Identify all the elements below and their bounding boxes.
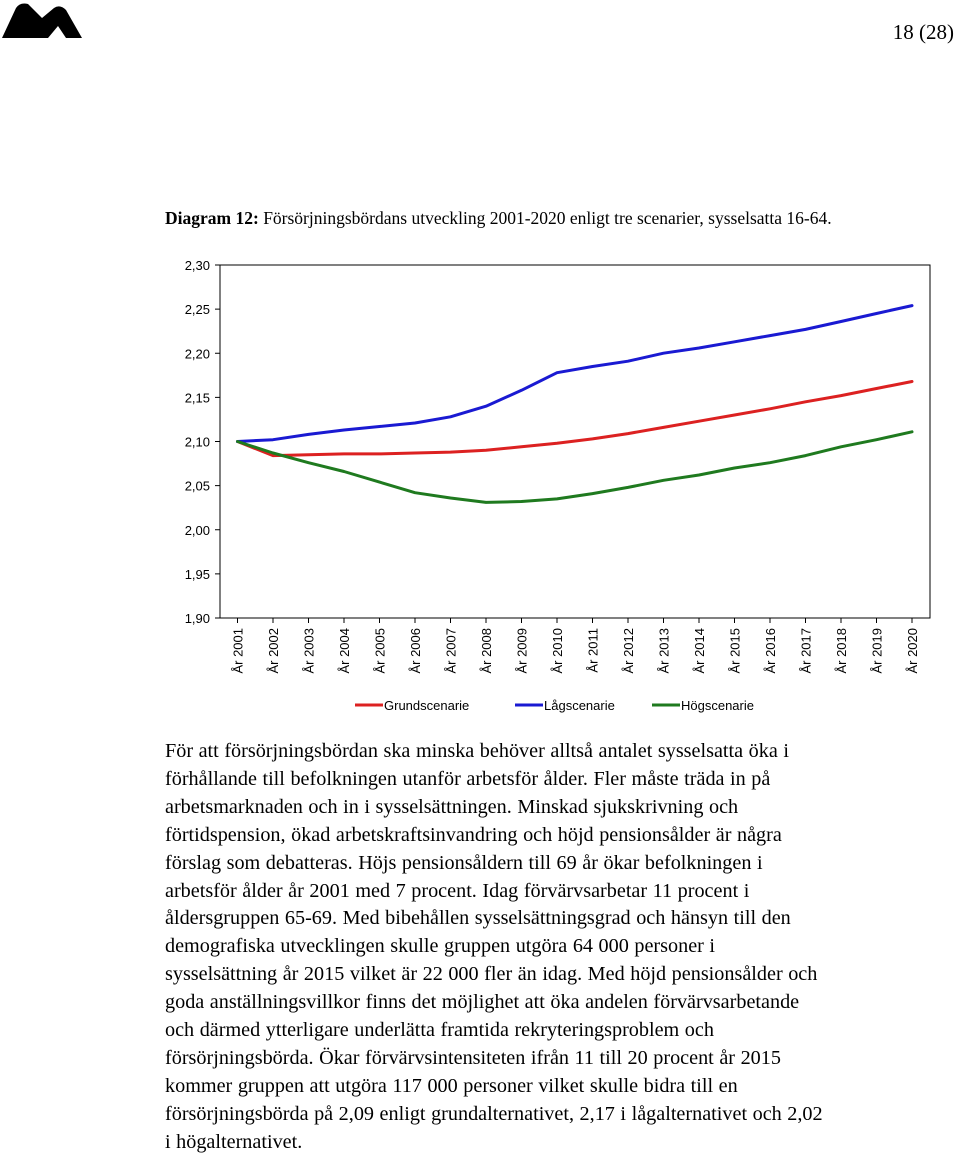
x-tick-label: År 2001 [230, 628, 246, 674]
data-point [662, 426, 664, 428]
data-point [733, 414, 735, 416]
data-point [627, 432, 629, 434]
y-tick-label: 2,20 [184, 346, 210, 362]
data-point [378, 425, 380, 427]
data-point [378, 481, 380, 483]
x-axis [231, 618, 921, 674]
data-point [414, 491, 416, 493]
data-point [414, 452, 416, 454]
x-tick-label: År 2016 [763, 628, 778, 674]
y-tick-label: 2,25 [184, 302, 210, 318]
data-point [698, 347, 700, 349]
data-point [591, 438, 593, 440]
series-line-1 [238, 382, 913, 456]
y-tick-label: 2,10 [184, 434, 210, 450]
x-tick-label: År 2013 [656, 628, 672, 674]
page-number: 18 (28) [892, 20, 954, 44]
data-point [769, 408, 771, 410]
data-point [307, 433, 309, 435]
data-point [378, 453, 380, 455]
body-text-line: förslag som debatteras. Höjs pensionsåldern till 69 år ökar befolkningen i [165, 851, 763, 874]
x-tick-label: År 2014 [692, 628, 707, 674]
y-tick-label: 2,15 [184, 390, 210, 406]
y-tick-label: 1,95 [184, 566, 210, 582]
data-point [627, 486, 629, 488]
data-point [733, 467, 735, 469]
data-point [662, 479, 664, 481]
body-text-line: arbetsför ålder år 2001 med 7 procent. Idag förvärvsarbetar 11 procent i [165, 879, 750, 902]
data-point [911, 431, 913, 433]
data-point [591, 492, 593, 494]
data-point [556, 442, 558, 444]
data-point [662, 352, 664, 354]
data-point [911, 380, 913, 382]
body-text-line: i högalternativet. [165, 1130, 303, 1153]
x-tick-label: År 2017 [798, 628, 814, 674]
body-text-line: arbetsmarknaden och in i sysselsättningen. Minskad sjukskrivning och [165, 795, 739, 818]
data-point [307, 454, 309, 456]
y-tick-label: 1,90 [184, 611, 210, 626]
data-point [591, 365, 593, 367]
x-tick-label: År 2006 [408, 628, 423, 674]
body-text-line: försörjningsbörda på 2,09 enligt grundalternativet, 2,17 i lågalternativet och 2,02 [165, 1102, 823, 1125]
body-text-line: förtidspension, ökad arbetskraftsinvandring och höjd pensionsålder är några [165, 823, 782, 846]
line-chart [0, 250, 960, 730]
chart-caption [165, 208, 832, 229]
x-tick-label: År 2009 [514, 628, 530, 674]
data-point [343, 470, 345, 472]
data-point [840, 394, 842, 396]
data-point [769, 461, 771, 463]
body-text-line: demografiska utvecklingen skulle gruppen utgöra 64 000 personer i [165, 935, 716, 958]
data-point [485, 501, 487, 503]
data-point [840, 446, 842, 448]
body-text-line: och därmed ytterligare underlätta framtida rekryteringsproblem och [165, 1019, 714, 1042]
body-text [165, 738, 945, 1157]
x-tick-label: År 2008 [479, 628, 494, 674]
data-point [875, 312, 877, 314]
data-point [733, 341, 735, 343]
x-tick-label: År 2007 [443, 628, 459, 674]
data-point [449, 451, 451, 453]
data-point [911, 304, 913, 306]
body-text-line: För att försörjningsbördan ska minska behöver alltså antalet sysselsatta öka i [165, 740, 789, 762]
data-point [485, 405, 487, 407]
x-tick-label: År 2018 [834, 628, 849, 674]
data-point [343, 453, 345, 455]
logo-icon [2, 2, 82, 38]
data-point [804, 454, 806, 456]
data-point [698, 420, 700, 422]
series-lines [236, 304, 913, 503]
data-point [449, 416, 451, 418]
x-tick-label: År 2004 [337, 628, 352, 674]
y-tick-label: 2,00 [184, 522, 210, 538]
data-point [556, 498, 558, 500]
data-point [485, 449, 487, 451]
x-tick-label: År 2003 [301, 628, 317, 674]
legend-label: Högscenarie [681, 698, 754, 713]
body-text-line: goda anställningsvillkor finns det möjlighet att öka andelen förvärvsarbetande [165, 991, 800, 1014]
legend-label: Lågscenarie [544, 698, 615, 713]
data-point [556, 371, 558, 373]
x-tick-label: År 2005 [372, 628, 388, 674]
data-point [769, 334, 771, 336]
y-tick-label: 2,05 [184, 478, 210, 494]
data-point [840, 320, 842, 322]
legend [355, 698, 754, 713]
data-point [272, 439, 274, 441]
x-tick-label: År 2019 [869, 628, 885, 674]
data-point [520, 446, 522, 448]
data-point [804, 401, 806, 403]
caption-text: Försörjningsbördans utveckling 2001-2020 enligt tre scenarier, sysselsatta 16-64. [258, 208, 832, 228]
data-point [875, 439, 877, 441]
body-text-line: åldersgruppen 65-69. Med bibehållen sysselsättningsgrad och hänsyn till den [165, 907, 791, 930]
data-point [520, 500, 522, 502]
body-text-line: förhållande till befolkningen utanför arbetsför ålder. Fler måste träda in på [165, 767, 771, 790]
body-text-line: kommer gruppen att utgöra 117 000 personer vilket skulle bidra till en [165, 1074, 738, 1097]
y-tick-label: 2,30 [184, 258, 210, 273]
body-text-line: försörjningsbörda. Ökar förvärvsintensiteten ifrån 11 till 20 procent år 2015 [165, 1046, 781, 1069]
x-tick-label: År 2020 [905, 628, 920, 674]
data-point [414, 422, 416, 424]
body-text-line: sysselsättning år 2015 vilket är 22 000 fler än idag. Med höjd pensionsålder och [165, 963, 818, 986]
x-tick-label: År 2010 [550, 628, 565, 674]
data-point [343, 429, 345, 431]
data-point [875, 387, 877, 389]
caption-label: Diagram 12: [165, 208, 259, 228]
data-point [804, 328, 806, 330]
x-tick-label: År 2015 [727, 628, 743, 674]
data-point [520, 389, 522, 391]
data-point [698, 474, 700, 476]
x-tick-label: År 2012 [621, 628, 636, 674]
series-line-2 [238, 306, 913, 442]
x-tick-label: År 2002 [266, 628, 281, 674]
data-point [307, 461, 309, 463]
data-point [449, 497, 451, 499]
data-point [236, 440, 238, 442]
data-point [272, 452, 274, 454]
x-tick-label: År 2011 [585, 628, 601, 673]
data-point [627, 360, 629, 362]
legend-label: Grundscenarie [384, 698, 470, 713]
